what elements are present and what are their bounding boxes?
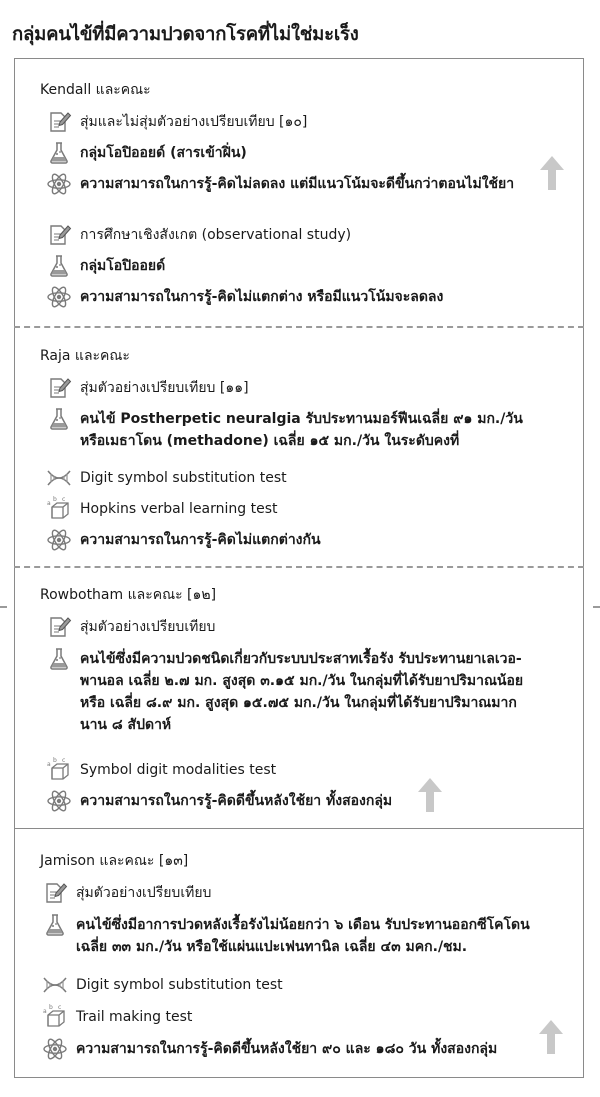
pencil-document-icon bbox=[46, 614, 72, 640]
atom-icon bbox=[46, 171, 72, 197]
section-head-kendall: Kendall และคณะ bbox=[40, 82, 151, 98]
population-row bbox=[46, 648, 523, 736]
population-line: คนไข้ซึ่งมีอาการปวดหลังเรื้อรังไม่น้อยกว่า ๖ เดือน รับประทานออกซีโคโดน bbox=[76, 917, 530, 933]
population-line: หรือ เฉลี่ย ๘.๙ มก. สูงสุด ๑๕.๗๕ มก./วัน ในกลุ่มที่ได้รับยาปริมาณมาก bbox=[80, 695, 517, 711]
flask-icon bbox=[46, 253, 72, 279]
study-design-text: สุ่มตัวอย่างเปรียบเทียบ bbox=[80, 619, 216, 635]
flask-icon bbox=[46, 140, 72, 166]
flask-icon bbox=[46, 646, 72, 672]
study-design-text: สุ่มตัวอย่างเปรียบเทียบ [๑๑] bbox=[80, 380, 249, 396]
population-line: เฉลี่ย ๓๓ มก./วัน หรือใช้แผ่นแปะเฟนทานิล เฉลี่ย ๔๓ มคก./ชม. bbox=[76, 939, 468, 955]
pencil-document-icon bbox=[42, 880, 68, 906]
study-design-text: การศึกษาเชิงสังเกต (observational study) bbox=[80, 227, 352, 243]
outcome-row bbox=[46, 286, 443, 310]
abc-cube-icon bbox=[46, 496, 72, 522]
test-text: Trail making test bbox=[76, 1009, 193, 1025]
outcome-row bbox=[42, 1038, 497, 1062]
arrow-up-icon bbox=[538, 154, 566, 192]
abc-cube-icon bbox=[46, 757, 72, 783]
outcome-row bbox=[46, 790, 392, 814]
outcome-text: ความสามารถในการรู้-คิดไม่แตกต่าง หรือมีแนวโน้มจะลดลง bbox=[80, 289, 444, 305]
flask-icon bbox=[46, 406, 72, 432]
arrow-up-icon bbox=[416, 776, 444, 814]
population-text: กลุ่มโอปิออยด์ (สารเข้าฝิ่น) bbox=[80, 145, 247, 161]
population-line: หรือเมธาโดน (methadone) เฉลี่ย ๑๕ มก./วัน ในระดับคงที่ bbox=[80, 433, 460, 449]
section-divider bbox=[14, 326, 584, 328]
atom-icon bbox=[46, 527, 72, 553]
test-row bbox=[42, 974, 283, 998]
population-text bbox=[80, 648, 523, 736]
study-design-row bbox=[46, 616, 215, 640]
test-row bbox=[46, 467, 287, 491]
population-row bbox=[46, 408, 523, 452]
population-line: คนไข้ซึ่งมีความปวดชนิดเกี่ยวกับระบบประสาทเรื้อรัง รับประทานยาเลเวอ- bbox=[80, 651, 522, 667]
outcome-text: ความสามารถในการรู้-คิดไม่แตกต่างกัน bbox=[80, 532, 321, 548]
outcome-row bbox=[46, 529, 321, 553]
population-line: คนไข้ Postherpetic neuralgia รับประทานมอร์ฟีนเฉลี่ย ๙๑ มก./วัน bbox=[80, 411, 523, 427]
test-text: Digit symbol substitution test bbox=[80, 470, 287, 486]
dna-helix-icon bbox=[46, 465, 72, 491]
outcome-text: ความสามารถในการรู้-คิดไม่ลดลง แต่มีแนวโน้มจะดีขึ้นกว่าตอนไม่ใช้ยา bbox=[80, 176, 515, 192]
study-design-text: สุ่มตัวอย่างเปรียบเทียบ bbox=[76, 885, 212, 901]
edge-tick bbox=[593, 606, 600, 608]
edge-tick bbox=[0, 606, 7, 608]
test-row bbox=[46, 759, 276, 783]
test-text: Hopkins verbal learning test bbox=[80, 501, 278, 517]
study-design-row bbox=[42, 882, 211, 906]
page-title: กลุ่มคนไข้ที่มีความปวดจากโรคที่ไม่ใช่มะเร็ง bbox=[12, 24, 359, 45]
study-design-text: สุ่มและไม่สุ่มตัวอย่างเปรียบเทียบ [๑๐] bbox=[80, 114, 308, 130]
study-design-row bbox=[46, 377, 249, 401]
atom-icon bbox=[46, 284, 72, 310]
population-text: กลุ่มโอปิออยด์ bbox=[80, 258, 166, 274]
test-text: Symbol digit modalities test bbox=[80, 762, 277, 778]
outcome-row bbox=[46, 173, 514, 197]
pencil-document-icon bbox=[46, 375, 72, 401]
population-row bbox=[46, 142, 247, 166]
dna-helix-icon bbox=[42, 972, 68, 998]
section-head-rowbotham: Rowbotham และคณะ [๑๒] bbox=[40, 587, 217, 603]
atom-icon bbox=[46, 788, 72, 814]
pencil-document-icon bbox=[46, 109, 72, 135]
test-row bbox=[42, 1006, 192, 1030]
outcome-text: ความสามารถในการรู้-คิดดีขึ้นหลังใช้ยา ทั้งสองกลุ่ม bbox=[80, 793, 393, 809]
atom-icon bbox=[42, 1036, 68, 1062]
test-row bbox=[46, 498, 278, 522]
outcome-text: ความสามารถในการรู้-คิดดีขึ้นหลังใช้ยา ๙๐ และ ๑๘๐ วัน ทั้งสองกลุ่ม bbox=[76, 1041, 498, 1057]
section-head-raja: Raja และคณะ bbox=[40, 348, 130, 364]
population-row bbox=[46, 255, 165, 279]
population-line: พานอล เฉลี่ย ๒.๗ มก. สูงสุด ๓.๑๕ มก./วัน ในกลุ่มที่ได้รับยาปริมาณน้อย bbox=[80, 673, 524, 689]
population-line: นาน ๘ สัปดาห์ bbox=[80, 717, 172, 733]
test-text: Digit symbol substitution test bbox=[76, 977, 283, 993]
arrow-up-icon bbox=[537, 1018, 565, 1056]
study-design-row bbox=[46, 224, 351, 248]
population-row bbox=[42, 914, 530, 958]
section-head-jamison: Jamison และคณะ [๑๓] bbox=[40, 853, 189, 869]
pencil-document-icon bbox=[46, 222, 72, 248]
study-design-row bbox=[46, 111, 307, 135]
population-text bbox=[80, 408, 523, 452]
abc-cube-icon bbox=[42, 1004, 68, 1030]
flask-icon bbox=[42, 912, 68, 938]
population-text bbox=[76, 914, 530, 958]
section-divider bbox=[14, 566, 584, 568]
